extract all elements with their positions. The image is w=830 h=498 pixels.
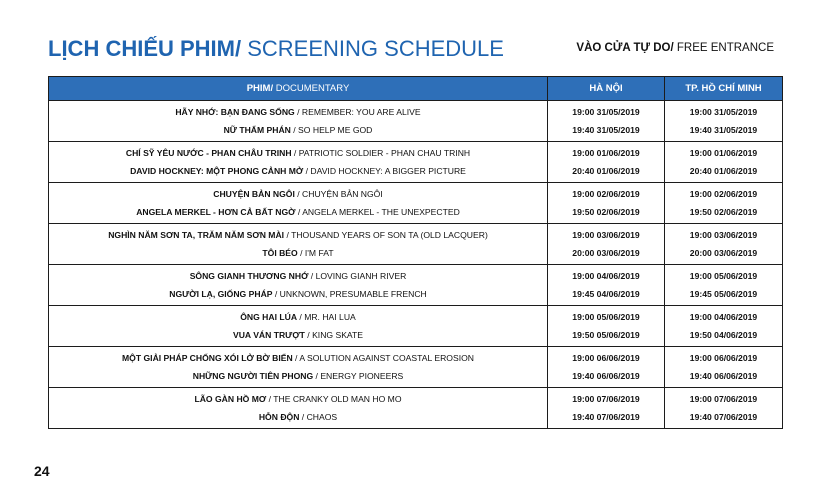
hcmc-time: 19:00 31/05/2019 — [665, 101, 783, 122]
film-title-vn: HÃY NHỚ: BẠN ĐANG SỐNG — [175, 107, 295, 117]
film-title — [49, 142, 548, 163]
film-title-en: / DAVID HOCKNEY: A BIGGER PICTURE — [303, 166, 466, 176]
hcmc-time: 19:00 07/06/2019 — [665, 388, 783, 409]
hcmc-time: 20:40 01/06/2019 — [665, 162, 783, 183]
hanoi-time: 20:00 03/06/2019 — [548, 244, 665, 265]
film-title-vn: HỖN ĐỘN — [258, 412, 300, 422]
table-row — [49, 285, 783, 306]
hanoi-time: 19:00 07/06/2019 — [548, 388, 665, 409]
film-title-vn: CHÍ SỸ YÊU NƯỚC - PHAN CHÂU TRINH — [125, 148, 292, 158]
hcmc-time: 19:40 06/06/2019 — [665, 367, 783, 388]
hanoi-time: 19:00 01/06/2019 — [548, 142, 665, 163]
hcmc-time: 19:00 06/06/2019 — [665, 347, 783, 368]
column-header-film-vn: PHIM/ — [246, 83, 274, 94]
table-row — [49, 306, 783, 327]
film-title-en: / LOVING GIANH RIVER — [308, 271, 407, 281]
hanoi-time: 19:40 06/06/2019 — [548, 367, 665, 388]
column-header-hanoi-label: HÀ NỘI — [589, 83, 623, 94]
film-title-en: / CHAOS — [299, 412, 338, 422]
table-row — [49, 162, 783, 183]
hanoi-time: 19:00 31/05/2019 — [548, 101, 665, 122]
film-title-en: / UNKNOWN, PRESUMABLE FRENCH — [272, 289, 427, 299]
film-title — [49, 388, 548, 409]
hanoi-time: 19:50 02/06/2019 — [548, 203, 665, 224]
film-title-en: / PATRIOTIC SOLDIER - PHAN CHAU TRINH — [291, 148, 471, 158]
film-title — [49, 203, 548, 224]
table-row — [49, 326, 783, 347]
page-title-en: SCREENING SCHEDULE — [241, 36, 504, 61]
table-row — [49, 244, 783, 265]
hanoi-time: 19:00 06/06/2019 — [548, 347, 665, 368]
hcmc-time: 19:50 04/06/2019 — [665, 326, 783, 347]
hcmc-time: 19:00 04/06/2019 — [665, 306, 783, 327]
schedule-table — [48, 76, 783, 429]
table-row — [49, 224, 783, 245]
film-title-en: / ANGELA MERKEL - THE UNEXPECTED — [295, 207, 460, 217]
film-title — [49, 326, 548, 347]
hanoi-time: 19:00 04/06/2019 — [548, 265, 665, 286]
hcmc-time: 19:00 02/06/2019 — [665, 183, 783, 204]
hanoi-time: 19:00 05/06/2019 — [548, 306, 665, 327]
table-row — [49, 203, 783, 224]
hanoi-time: 20:40 01/06/2019 — [548, 162, 665, 183]
film-title-en: / A SOLUTION AGAINST COASTAL EROSION — [292, 353, 474, 363]
hanoi-time: 19:45 04/06/2019 — [548, 285, 665, 306]
page-title-vn: LỊCH CHIẾU PHIM/ — [48, 36, 242, 61]
film-title-vn: ÔNG HAI LÚA — [240, 312, 298, 322]
film-title-en: / KING SKATE — [304, 330, 364, 340]
entrance-note — [576, 42, 774, 54]
table-row — [49, 142, 783, 163]
hcmc-time: 19:00 01/06/2019 — [665, 142, 783, 163]
film-title-vn: LÃO GÀN HỒ MƠ — [194, 394, 267, 404]
film-title-vn: NHỮNG NGƯỜI TIÊN PHONG — [192, 371, 314, 381]
hanoi-time: 19:00 02/06/2019 — [548, 183, 665, 204]
column-header-film — [49, 77, 548, 101]
film-title — [49, 121, 548, 142]
film-title-vn: NỮ THẨM PHÁN — [223, 125, 291, 135]
table-row — [49, 121, 783, 142]
page-title — [48, 36, 504, 62]
film-title-en: / SO HELP ME GOD — [290, 125, 373, 135]
film-title-vn: VUA VÁN TRƯỢT — [232, 330, 305, 340]
film-title-vn: TÔI BÉO — [262, 248, 298, 258]
film-title-en: / THOUSAND YEARS OF SON TA (OLD LACQUER) — [284, 230, 488, 240]
table-header-row — [49, 77, 783, 101]
table-row — [49, 367, 783, 388]
hcmc-time: 19:00 03/06/2019 — [665, 224, 783, 245]
film-title-vn: NGHÌN NĂM SƠN TA, TRĂM NĂM SƠN MÀI — [108, 230, 285, 240]
film-title-en: / CHUYỆN BẢN NGÔI — [294, 189, 383, 199]
hcmc-time: 19:50 02/06/2019 — [665, 203, 783, 224]
film-title-vn: MỘT GIẢI PHÁP CHỐNG XÓI LỞ BỜ BIỂN — [122, 353, 293, 363]
hanoi-time: 19:50 05/06/2019 — [548, 326, 665, 347]
entrance-note-vn: VÀO CỬA TỰ DO/ — [576, 42, 674, 54]
film-title-vn: NGƯỜI LẠ, GIỐNG PHÁP — [169, 289, 273, 299]
page-number: 24 — [34, 463, 50, 479]
film-title — [49, 408, 548, 429]
hcmc-time: 19:45 05/06/2019 — [665, 285, 783, 306]
hanoi-time: 19:40 07/06/2019 — [548, 408, 665, 429]
hcmc-time: 20:00 03/06/2019 — [665, 244, 783, 265]
film-title — [49, 367, 548, 388]
film-title — [49, 244, 548, 265]
hcmc-time: 19:40 31/05/2019 — [665, 121, 783, 142]
film-title — [49, 285, 548, 306]
entrance-note-en: FREE ENTRANCE — [673, 42, 774, 54]
film-title-en: / REMEMBER: YOU ARE ALIVE — [294, 107, 421, 117]
table-row — [49, 347, 783, 368]
film-title-en: / I'M FAT — [297, 248, 334, 258]
film-title — [49, 224, 548, 245]
table-row — [49, 408, 783, 429]
film-title-en: / ENERGY PIONEERS — [313, 371, 404, 381]
film-title-en: / MR. HAI LUA — [297, 312, 356, 322]
hcmc-time: 19:40 07/06/2019 — [665, 408, 783, 429]
hanoi-time: 19:00 03/06/2019 — [548, 224, 665, 245]
table-row — [49, 183, 783, 204]
film-title — [49, 101, 548, 122]
film-title — [49, 306, 548, 327]
hcmc-time: 19:00 05/06/2019 — [665, 265, 783, 286]
column-header-hcmc — [665, 77, 783, 101]
column-header-hcmc-label: TP. HỒ CHÍ MINH — [685, 83, 762, 94]
film-title — [49, 347, 548, 368]
hanoi-time: 19:40 31/05/2019 — [548, 121, 665, 142]
film-title-vn: SÔNG GIANH THƯƠNG NHỚ — [189, 271, 309, 281]
film-title — [49, 183, 548, 204]
film-title-vn: ANGELA MERKEL - HƠN CẢ BẤT NGỜ — [136, 207, 296, 217]
film-title — [49, 162, 548, 183]
column-header-film-en: DOCUMENTARY — [273, 83, 350, 94]
film-title-en: / THE CRANKY OLD MAN HO MO — [266, 394, 402, 404]
table-row — [49, 265, 783, 286]
film-title — [49, 265, 548, 286]
film-title-vn: DAVID HOCKNEY: MỘT PHONG CẢNH MỞ — [130, 166, 304, 176]
table-row — [49, 388, 783, 409]
table-row — [49, 101, 783, 122]
film-title-vn: CHUYỆN BẢN NGÔI — [213, 189, 295, 199]
column-header-hanoi — [548, 77, 665, 101]
